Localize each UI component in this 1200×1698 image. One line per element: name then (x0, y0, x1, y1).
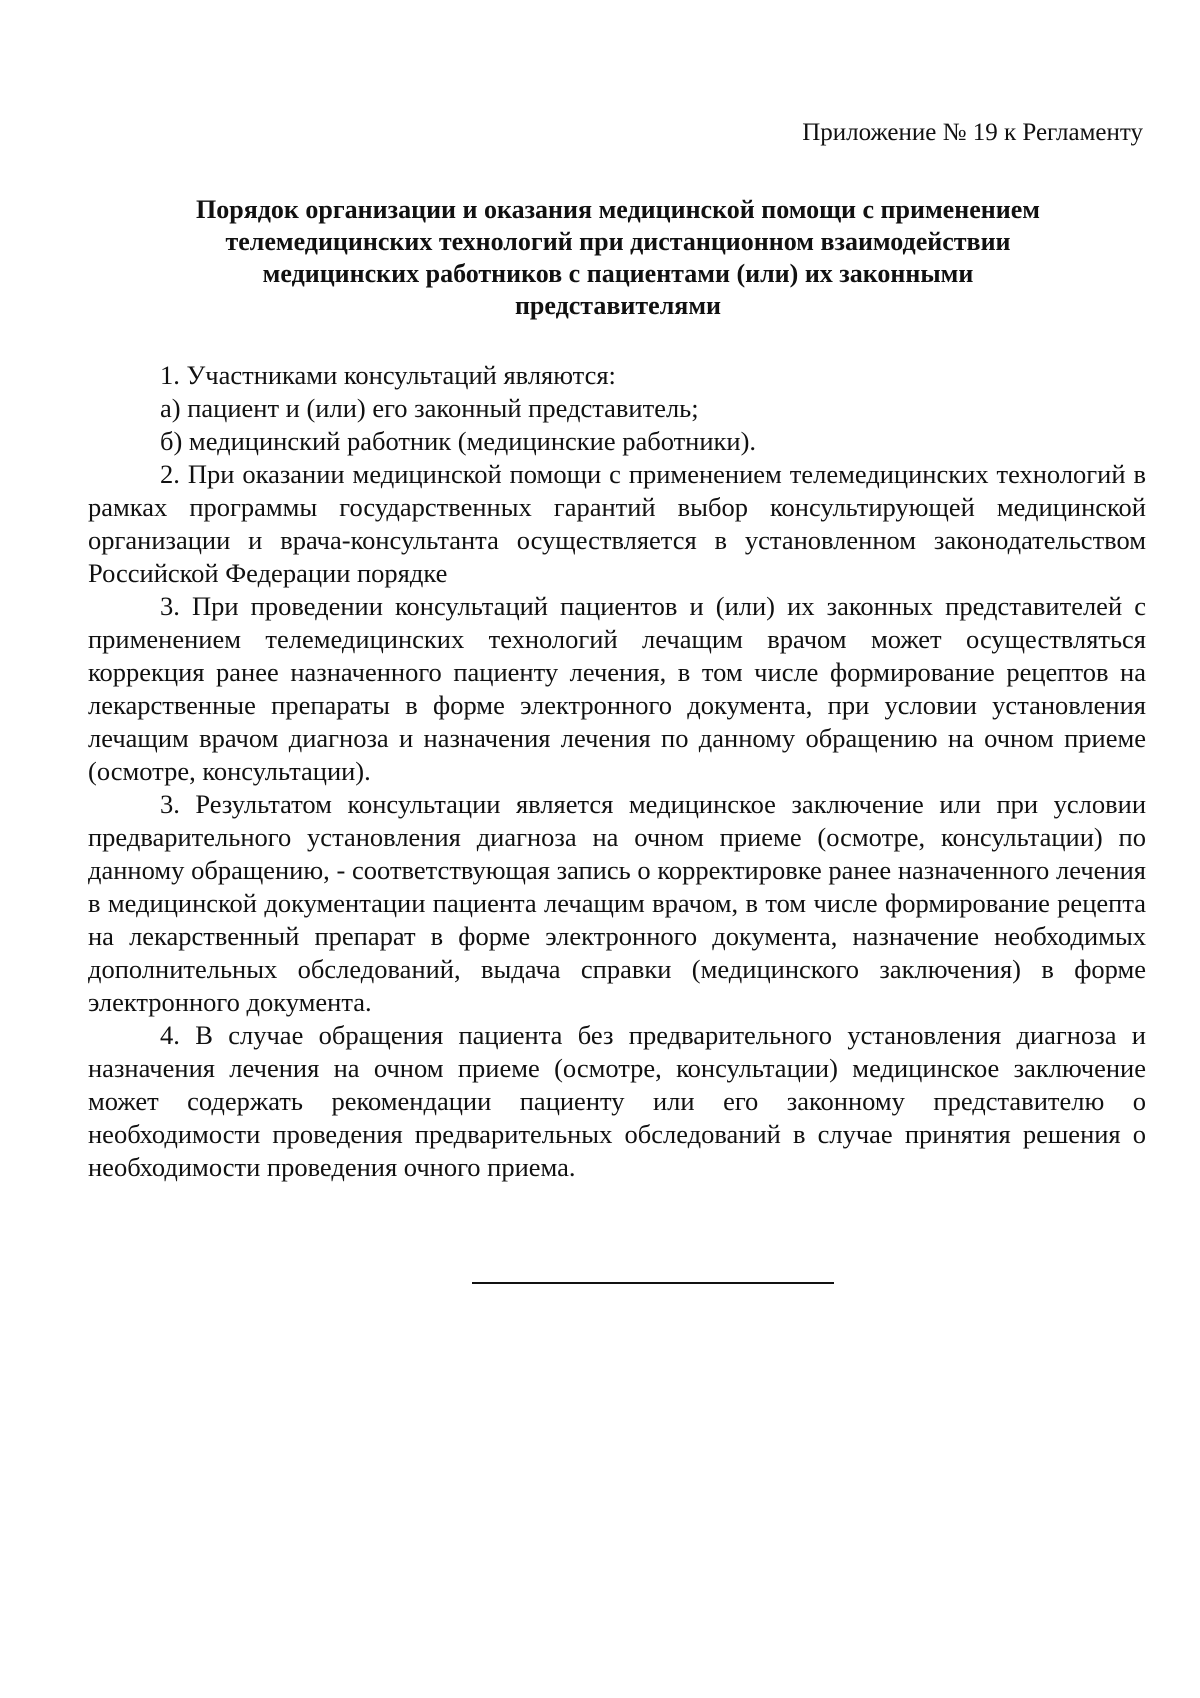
end-separator-line (472, 1282, 834, 1284)
title-line: Порядок организации и оказания медицинской помощи с применением (196, 195, 1040, 224)
title-line: представителями (514, 291, 722, 320)
document-body (88, 359, 1146, 1184)
document-title (88, 194, 1148, 322)
paragraph-treatment-correction: 3. При проведении консультаций пациентов и (или) их законных представителей с применением телемедицинских технологий лечащим врачом может осуществляться коррекция ранее назначенного пациенту лечения, в том числе формирование рецептов на лекарственные препараты в форме электронного документа, при условии установления лечащим врачом диагноза и назначения лечения по данному обращению на очном приеме (осмотре, консультации). (88, 591, 1146, 786)
title-line: телемедицинских технологий при дистанционном взаимодействии (225, 227, 1011, 256)
paragraph-participant-medical-worker: б) медицинский работник (медицинские работники). (160, 426, 757, 456)
title-line: медицинских работников с пациентами (или) их законными (262, 259, 974, 288)
paragraph-consultant-choice: 2. При оказании медицинской помощи с применением телемедицинских технологий в рамках программы государственных гарантий выбор консультирующей медицинской организации и врача-консультанта осуществляется в установленном законодательством Российской Федерации порядке (88, 459, 1146, 588)
paragraph-participants-intro: 1. Участниками консультаций являются: (160, 360, 616, 390)
appendix-note: Приложение № 19 к Регламенту (802, 119, 1143, 146)
paragraph-without-diagnosis: 4. В случае обращения пациента без предварительного установления диагноза и назначения лечения на очном приеме (осмотре, консультации) медицинское заключение может содержать рекомендации пациенту или его законному представителю о необходимости проведения предварительных обследований в случае принятия решения о необходимости проведения очного приема. (88, 1020, 1146, 1182)
paragraph-consultation-result: 3. Результатом консультации является медицинское заключение или при условии предварительного установления диагноза на очном приеме (осмотре, консультации) по данному обращению, - соответствующая запись о корректировке ранее назначенного лечения в медицинской документации пациента лечащим врачом, в том числе формирование рецепта на лекарственный препарат в форме электронного документа, назначение необходимых дополнительных обследований, выдача справки (медицинского заключения) в форме электронного документа. (88, 789, 1146, 1017)
paragraph-participant-patient: а) пациент и (или) его законный представитель; (160, 393, 699, 423)
